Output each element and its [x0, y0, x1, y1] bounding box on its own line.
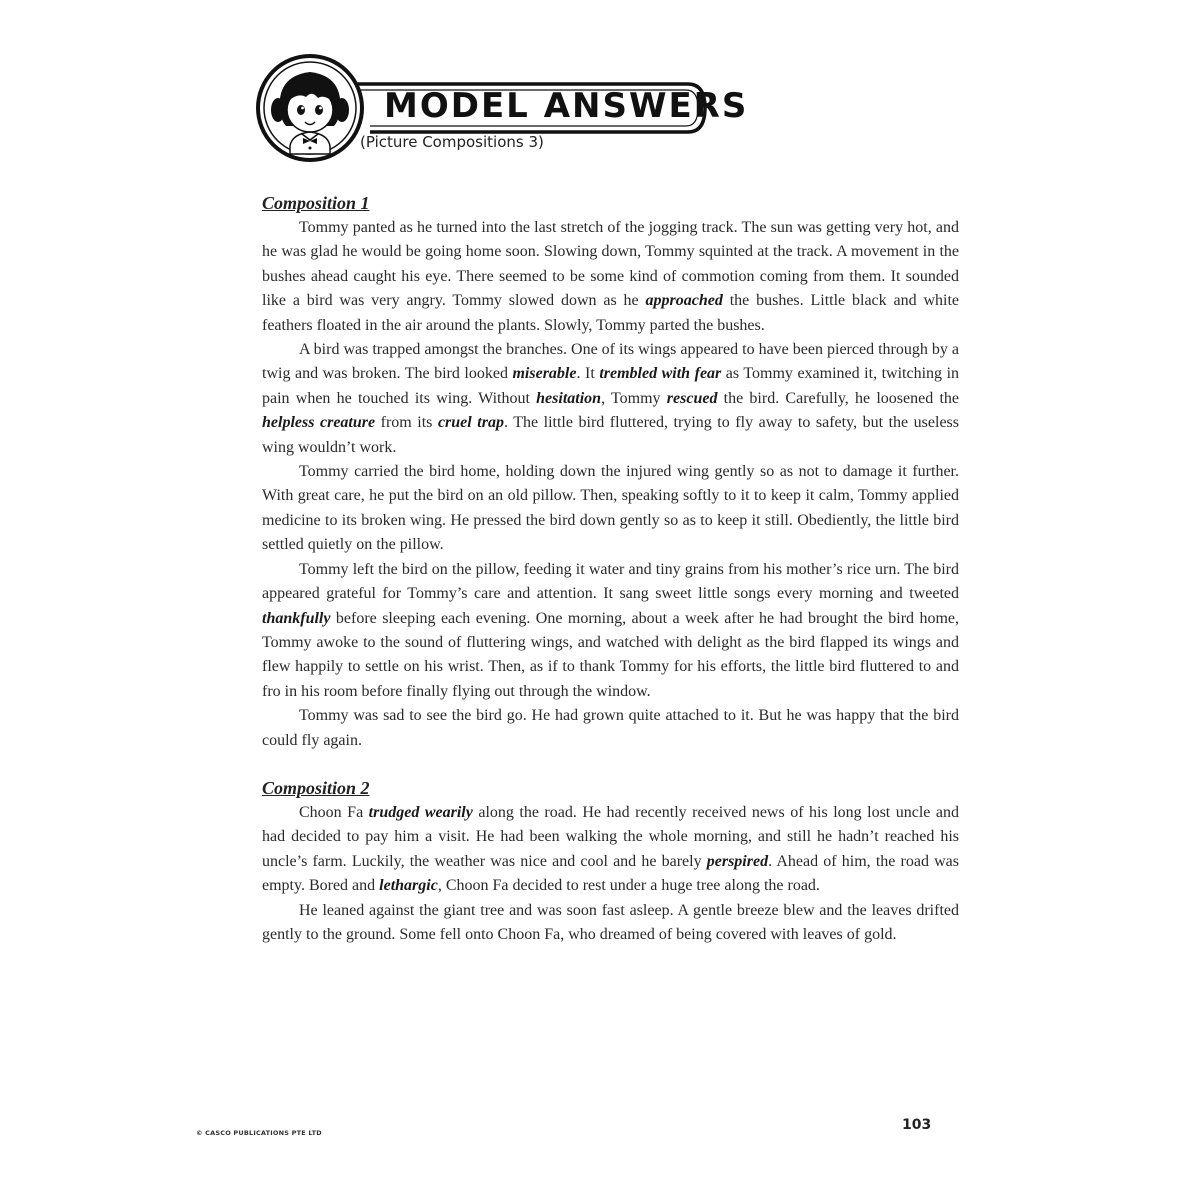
text-segment: along the road. He had recently received news of his long lost uncle and had decided to pay him a visit. He had been walking the whole morning, and still he hadn’t reached his uncle’s farm. Luckily, the weather was nice and cool and he barely	[262, 803, 959, 870]
text-segment: A bird was trapped amongst the branches. One of its wings appeared to have been pierced through by a twig and was broken. The bird looked	[262, 341, 959, 383]
emphasis-text: trudged wearily	[368, 803, 473, 821]
paragraph	[262, 460, 959, 558]
paragraph	[262, 801, 959, 899]
text-segment: He leaned against the giant tree and was soon fast asleep. A gentle breeze blew and the leaves drifted gently to the ground. Some fell onto Choon Fa, who dreamed of being covered with leaves of gold.	[262, 901, 959, 943]
page-number: 103	[902, 1117, 932, 1133]
composition-section	[262, 775, 959, 947]
text-segment: before sleeping each evening. One morning, about a week after he had brought the bird home, Tommy awoke to the sound of fluttering wings, and watched with delight as the bird flapped its wings and flew happily to settle on his wrist. Then, as if to thank Tommy for his efforts, the little bird fluttered to and fro in his room before finally flying out through the window.	[262, 609, 959, 700]
paragraph	[262, 558, 959, 704]
emphasis-text: perspired	[706, 852, 769, 870]
section-heading: Composition 2	[262, 777, 370, 798]
compositions	[262, 190, 959, 947]
emphasis-text: miserable	[512, 365, 577, 383]
text-segment: from its	[375, 414, 438, 432]
publisher-credit: © CASCO PUBLICATIONS PTE LTD	[196, 1129, 322, 1137]
emphasis-text: helpless creature	[262, 414, 376, 432]
paragraph	[262, 899, 959, 948]
emphasis-text: approached	[645, 292, 723, 310]
page-subtitle: (Picture Compositions 3)	[360, 133, 544, 151]
paragraph	[262, 338, 959, 460]
text-segment: as Tommy examined it, twitching in pain when he touched its wing. Without	[262, 365, 960, 407]
text-segment: Choon Fa	[299, 803, 369, 821]
text-segment: Tommy panted as he turned into the last stretch of the jogging track. The sun was getting very hot, and he was glad he would be going home soon. Slowing down, Tommy squinted at the track. A movement in the bushes ahead caught his eye. There seemed to be some kind of commotion coming from them. It sounded like a bird was very angry. Tommy slowed down as he	[262, 219, 959, 310]
section-heading: Composition 1	[262, 193, 370, 213]
page-title: MODEL ANSWERS	[384, 86, 749, 126]
emphasis-text: cruel trap	[437, 414, 504, 432]
text-segment: the bushes. Little black and white feathers floated in the air around the plants. Slowly, Tommy parted the bushes.	[262, 292, 960, 334]
emphasis-text: hesitation	[536, 389, 602, 407]
text-segment: , Choon Fa decided to rest under a huge tree along the road.	[437, 877, 820, 895]
composition-section	[262, 190, 959, 753]
paragraph	[262, 216, 959, 338]
emphasis-text: thankfully	[262, 609, 331, 627]
text-segment: . Ahead of him, the road was empty. Bored and	[262, 852, 960, 895]
emphasis-text: lethargic	[379, 877, 438, 895]
paragraph	[262, 704, 959, 753]
text-segment: the bird. Carefully, he loosened the	[717, 389, 960, 407]
text-segment: . It	[576, 365, 600, 383]
text-segment: Tommy was sad to see the bird go. He had grown quite attached to it. But he was happy that the bird could fly again.	[262, 707, 959, 749]
text-segment: . The little bird fluttered, trying to fly away to safety, but the useless wing wouldn’t work.	[262, 414, 960, 456]
emphasis-text: trembled with fear	[599, 365, 722, 383]
text-segment: Tommy left the bird on the pillow, feeding it water and tiny grains from his mother’s rice urn. The bird appeared grateful for Tommy’s care and attention. It sang sweet little songs every morning and tweeted	[262, 560, 959, 603]
emphasis-text: rescued	[666, 389, 718, 407]
text-segment: , Tommy	[601, 389, 667, 407]
text-segment: Tommy carried the bird home, holding down the injured wing gently so as not to damage it further. With great care, he put the bird on an old pillow. Then, speaking softly to it to keep it calm, Tommy applied medicine to its broken wing. He pressed the bird down gently so as to keep it still. Obediently, the little bird settled quietly on the pillow.	[262, 463, 959, 554]
